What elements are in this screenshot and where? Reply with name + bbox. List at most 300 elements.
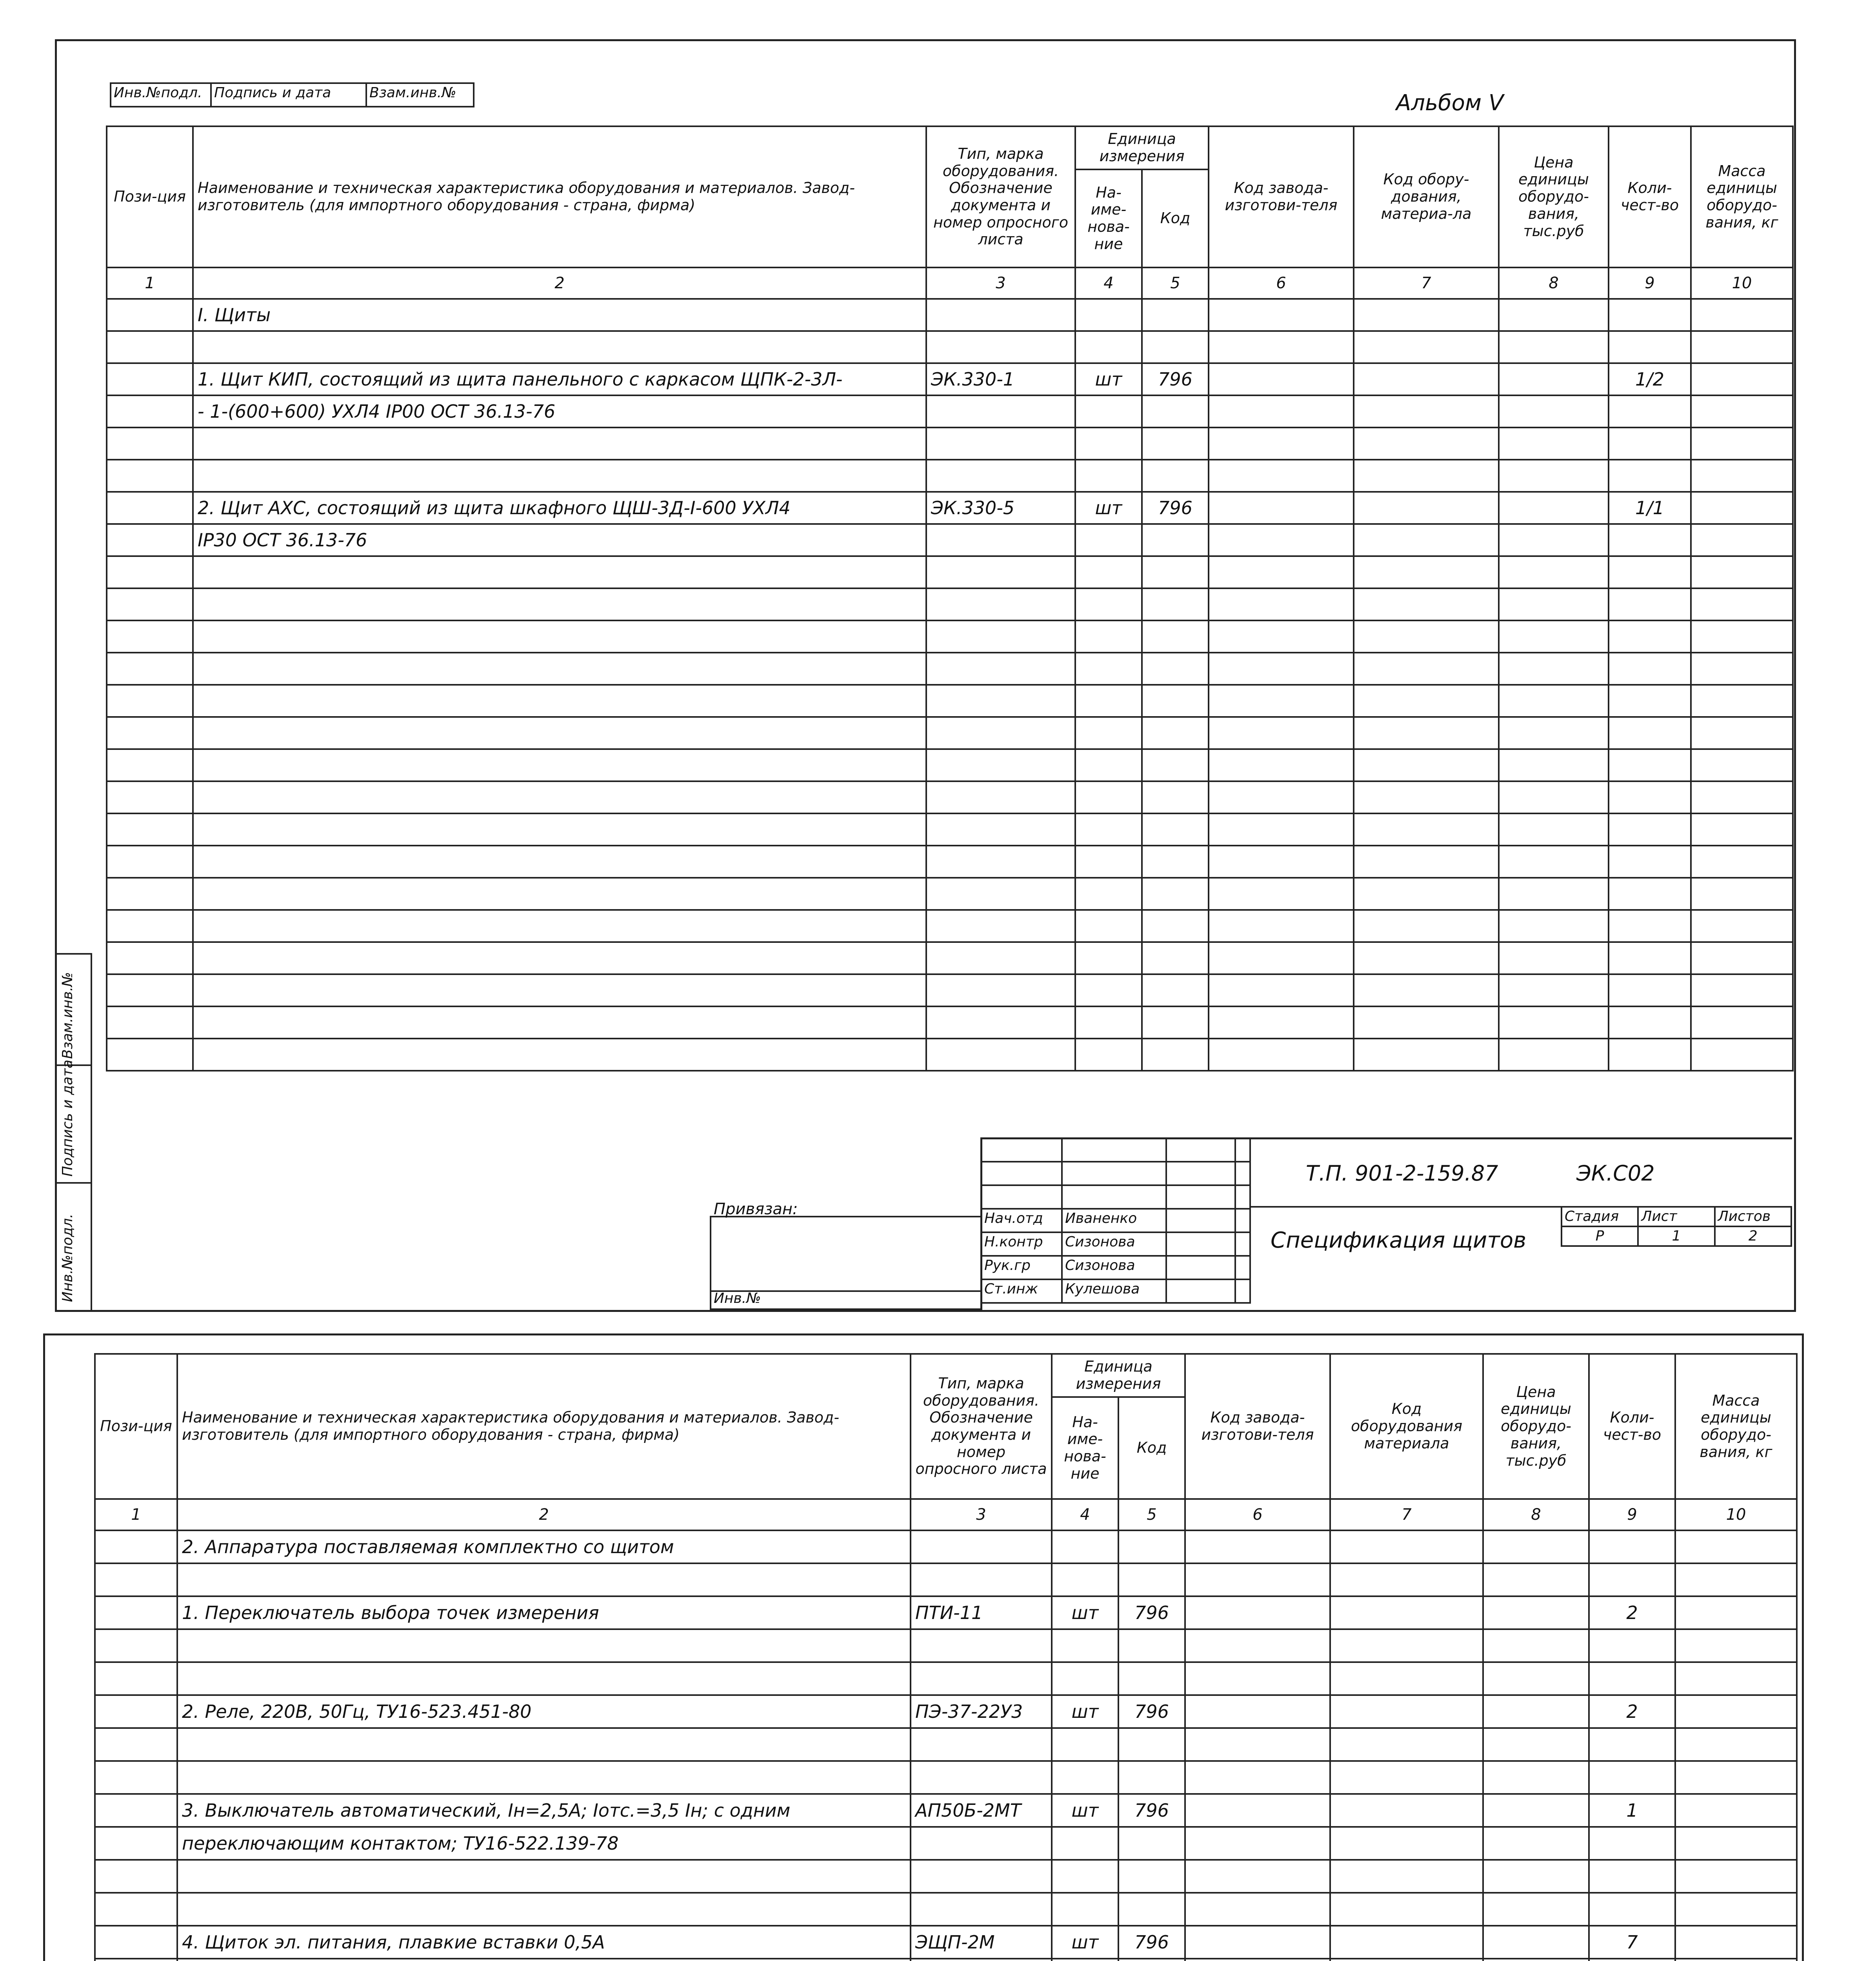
cell-unit: шт — [1075, 363, 1142, 395]
cell-name: 2. Щит АХС, состоящий из щита шкафного ЩШ-3Д-I-600 УХЛ4 — [193, 492, 926, 524]
table-row — [107, 717, 1793, 749]
table-row — [107, 1006, 1793, 1039]
cell-mfr-code — [1209, 331, 1354, 363]
cell-name — [193, 588, 926, 620]
cell-qty — [1609, 717, 1691, 749]
cell-mfr-code — [1185, 1794, 1330, 1827]
cell-name — [193, 846, 926, 878]
table-row — [107, 910, 1793, 942]
sheets-value: 2 — [1715, 1226, 1791, 1246]
cell-equip-code — [1354, 942, 1499, 974]
cell-position — [107, 653, 193, 685]
cell-position — [107, 1006, 193, 1039]
cell-equip-code — [1354, 653, 1499, 685]
cell-mass — [1675, 1926, 1797, 1959]
cell-mass — [1675, 1695, 1797, 1728]
cell-equip-code — [1330, 1596, 1483, 1629]
cell-price — [1483, 1827, 1589, 1860]
cell-type: ПТИ-11 — [911, 1596, 1052, 1629]
cell-mass — [1691, 910, 1793, 942]
role: Н.контр — [981, 1232, 1062, 1256]
cell-name — [193, 1006, 926, 1039]
cell-equip-code — [1330, 1926, 1483, 1959]
cell-equip-code — [1330, 1794, 1483, 1827]
cell-type — [926, 331, 1075, 363]
table-row — [107, 781, 1793, 813]
column-number-row — [95, 1499, 1797, 1530]
top-label-replace: Взам.инв.№ — [366, 83, 474, 107]
cell-mass — [1691, 492, 1793, 524]
cell-mfr-code — [1209, 749, 1354, 781]
cell-name — [177, 1728, 911, 1761]
cell-qty — [1609, 974, 1691, 1006]
cell-type — [926, 427, 1075, 460]
cell-price — [1499, 363, 1609, 395]
cell-mfr-code — [1209, 781, 1354, 813]
table-row — [95, 1761, 1797, 1794]
cell-unit-code — [1142, 299, 1209, 331]
cell-type — [926, 717, 1075, 749]
cell-unit — [1052, 1629, 1118, 1662]
cell-type: ЭК.330-1 — [926, 363, 1075, 395]
cell-unit-code — [1142, 524, 1209, 556]
cell-unit-code: 796 — [1118, 1926, 1185, 1959]
col-num: 9 — [1609, 267, 1691, 299]
cell-type — [911, 1827, 1052, 1860]
cell-position — [107, 942, 193, 974]
cell-unit — [1052, 1728, 1118, 1761]
cell-unit — [1075, 846, 1142, 878]
column-number-row — [107, 267, 1793, 299]
cell-unit — [1052, 1860, 1118, 1893]
cell-unit-code — [1142, 427, 1209, 460]
cell-qty — [1589, 1728, 1675, 1761]
cell-unit-code — [1142, 846, 1209, 878]
cell-price — [1499, 813, 1609, 846]
cell-name — [177, 1563, 911, 1596]
cell-position — [107, 910, 193, 942]
cell-name — [177, 1662, 911, 1695]
cell-unit — [1075, 813, 1142, 846]
cell-price — [1499, 974, 1609, 1006]
cell-qty: 2 — [1589, 1596, 1675, 1629]
cell-mass — [1691, 749, 1793, 781]
cell-equip-code — [1354, 588, 1499, 620]
cell-price — [1499, 846, 1609, 878]
cell-qty — [1609, 620, 1691, 653]
cell-unit — [1052, 1893, 1118, 1926]
cell-position — [107, 974, 193, 1006]
sheet-code-1: ЭК.С02 — [1576, 1161, 1655, 1186]
cell-price — [1499, 524, 1609, 556]
cell-price — [1499, 556, 1609, 588]
header-unit-code: Код — [1118, 1397, 1185, 1499]
table-row — [107, 620, 1793, 653]
table-row — [95, 1860, 1797, 1893]
cell-type — [911, 1662, 1052, 1695]
cell-mass — [1691, 685, 1793, 717]
header-unit-name: На-име-нова-ние — [1052, 1397, 1118, 1499]
table-row — [107, 460, 1793, 492]
table-row — [95, 1596, 1797, 1629]
cell-mass — [1675, 1596, 1797, 1629]
role: Рук.гр — [981, 1256, 1062, 1279]
cell-unit-code — [1142, 653, 1209, 685]
cell-name: 1. Щит КИП, состоящий из щита панельного с каркасом ЩПК-2-3Л- — [193, 363, 926, 395]
cell-qty — [1589, 1662, 1675, 1695]
table-row — [107, 749, 1793, 781]
cell-position — [107, 460, 193, 492]
cell-position — [95, 1794, 177, 1827]
cell-mfr-code — [1185, 1530, 1330, 1563]
cell-qty — [1609, 685, 1691, 717]
cell-qty — [1609, 749, 1691, 781]
table-row — [107, 331, 1793, 363]
table-row — [107, 363, 1793, 395]
cell-name: - 1-(600+600) УХЛ4 IР00 ОСТ 36.13-76 — [193, 395, 926, 427]
cell-unit-code — [1142, 331, 1209, 363]
table-row — [107, 492, 1793, 524]
cell-price — [1499, 460, 1609, 492]
col-num: 1 — [95, 1499, 177, 1530]
cell-equip-code — [1330, 1530, 1483, 1563]
cell-mfr-code — [1209, 395, 1354, 427]
spec-table-2 — [94, 1353, 1798, 1961]
cell-name — [193, 653, 926, 685]
top-label-inv: Инв.№подл. — [111, 83, 211, 107]
cell-unit — [1075, 717, 1142, 749]
cell-equip-code — [1330, 1563, 1483, 1596]
cell-position — [107, 781, 193, 813]
header-qty: Коли-чест-во — [1589, 1354, 1675, 1499]
cell-price — [1499, 653, 1609, 685]
top-label-strip — [110, 82, 474, 107]
cell-mfr-code — [1209, 813, 1354, 846]
cell-name — [193, 331, 926, 363]
cell-name — [193, 717, 926, 749]
cell-price — [1499, 685, 1609, 717]
cell-position — [107, 331, 193, 363]
cell-qty — [1609, 653, 1691, 685]
table-row — [107, 395, 1793, 427]
cell-unit-code — [1142, 460, 1209, 492]
side-label-sign-1: Подпись и дата — [60, 1059, 76, 1177]
cell-mfr-code — [1209, 878, 1354, 910]
cell-position — [95, 1563, 177, 1596]
table-row — [107, 1039, 1793, 1071]
cell-unit — [1075, 942, 1142, 974]
cell-type — [926, 1006, 1075, 1039]
cell-unit — [1075, 653, 1142, 685]
cell-name — [193, 974, 926, 1006]
cell-price — [1499, 749, 1609, 781]
cell-qty — [1609, 427, 1691, 460]
cell-mass — [1691, 588, 1793, 620]
cell-name — [177, 1959, 911, 1961]
cell-price — [1499, 878, 1609, 910]
cell-unit: шт — [1052, 1794, 1118, 1827]
table-row — [107, 878, 1793, 910]
cell-equip-code — [1354, 974, 1499, 1006]
cell-price — [1499, 620, 1609, 653]
person-name: Кулешова — [1062, 1279, 1166, 1303]
cell-name: 3. Выключатель автоматический, Iн=2,5А; Iотс.=3,5 Iн; с одним — [177, 1794, 911, 1827]
cell-equip-code — [1354, 620, 1499, 653]
cell-mfr-code — [1185, 1563, 1330, 1596]
cell-mfr-code — [1209, 685, 1354, 717]
header-name: Наименование и техническая характеристика оборудования и материалов. Завод-изготовитель (для импортного оборудования - страна, фирма) — [193, 126, 926, 267]
col-num: 1 — [107, 267, 193, 299]
cell-unit — [1075, 781, 1142, 813]
cell-type — [911, 1893, 1052, 1926]
cell-mfr-code — [1209, 363, 1354, 395]
table-row — [107, 813, 1793, 846]
cell-equip-code — [1354, 1006, 1499, 1039]
cell-qty: 7 — [1589, 1926, 1675, 1959]
cell-price — [1499, 717, 1609, 749]
header-equip-code: Код оборудования материала — [1330, 1354, 1483, 1499]
cell-name: 2. Аппаратура поставляемая комплектно со щитом — [177, 1530, 911, 1563]
cell-mfr-code — [1209, 620, 1354, 653]
cell-position — [95, 1860, 177, 1893]
header-price: Цена единицы оборудо-вания, тыс.руб — [1483, 1354, 1589, 1499]
cell-qty — [1589, 1563, 1675, 1596]
cell-unit-code — [1142, 1006, 1209, 1039]
cell-qty: 1/2 — [1609, 363, 1691, 395]
cell-position — [107, 524, 193, 556]
cell-mfr-code — [1209, 588, 1354, 620]
cell-equip-code — [1330, 1728, 1483, 1761]
cell-qty — [1609, 910, 1691, 942]
cell-unit — [1075, 588, 1142, 620]
cell-type: ЭК.330-5 — [926, 492, 1075, 524]
cell-position — [95, 1761, 177, 1794]
role: Нач.отд — [981, 1209, 1062, 1232]
header-position: Пози-ция — [107, 126, 193, 267]
table-row — [95, 1827, 1797, 1860]
cell-equip-code — [1354, 395, 1499, 427]
cell-mfr-code — [1209, 846, 1354, 878]
cell-unit-code — [1142, 556, 1209, 588]
header-unit: Единица измерения — [1075, 126, 1209, 169]
cell-mfr-code — [1209, 653, 1354, 685]
col-num: 6 — [1209, 267, 1354, 299]
header-name: Наименование и техническая характеристика оборудования и материалов. Завод-изготовитель (для импортного оборудования - страна, фирма) — [177, 1354, 911, 1499]
cell-mass — [1675, 1761, 1797, 1794]
cell-price — [1499, 331, 1609, 363]
cell-mfr-code — [1185, 1860, 1330, 1893]
binding-inv-1: Инв.№ — [714, 1290, 761, 1306]
cell-mfr-code — [1185, 1629, 1330, 1662]
cell-position — [107, 878, 193, 910]
cell-price — [1483, 1893, 1589, 1926]
col-num: 7 — [1330, 1499, 1483, 1530]
cell-equip-code — [1354, 781, 1499, 813]
stage-table-1 — [1561, 1206, 1792, 1247]
cell-unit-code — [1118, 1728, 1185, 1761]
cell-position — [95, 1926, 177, 1959]
header-mfr-code: Код завода-изготови-теля — [1185, 1354, 1330, 1499]
cell-mass — [1691, 942, 1793, 974]
cell-unit — [1075, 1039, 1142, 1071]
cell-equip-code — [1354, 460, 1499, 492]
col-num: 8 — [1499, 267, 1609, 299]
cell-unit-code — [1142, 749, 1209, 781]
cell-unit — [1075, 1006, 1142, 1039]
cell-price — [1483, 1596, 1589, 1629]
col-num: 7 — [1354, 267, 1499, 299]
cell-mass — [1675, 1728, 1797, 1761]
cell-price — [1483, 1563, 1589, 1596]
cell-unit — [1075, 524, 1142, 556]
cell-qty — [1589, 1959, 1675, 1961]
cell-unit: шт — [1075, 492, 1142, 524]
cell-unit-code — [1142, 942, 1209, 974]
col-num: 2 — [193, 267, 926, 299]
cell-unit: шт — [1052, 1926, 1118, 1959]
spec-table-1-body — [107, 299, 1793, 1071]
cell-price — [1483, 1761, 1589, 1794]
cell-price — [1483, 1959, 1589, 1961]
cell-price — [1499, 395, 1609, 427]
cell-unit-code — [1142, 878, 1209, 910]
cell-type — [911, 1959, 1052, 1961]
sheet-value: 1 — [1638, 1226, 1714, 1246]
cell-mass — [1691, 395, 1793, 427]
header-type: Тип, марка оборудования. Обозначение документа и номер опросного листа — [911, 1354, 1052, 1499]
col-num: 9 — [1589, 1499, 1675, 1530]
cell-equip-code — [1330, 1629, 1483, 1662]
cell-type — [926, 846, 1075, 878]
col-num: 10 — [1675, 1499, 1797, 1530]
cell-unit-code — [1118, 1563, 1185, 1596]
cell-qty — [1609, 395, 1691, 427]
cell-equip-code — [1330, 1860, 1483, 1893]
cell-mfr-code — [1185, 1893, 1330, 1926]
header-mass: Масса единицы оборудо-вания, кг — [1675, 1354, 1797, 1499]
cell-qty — [1609, 299, 1691, 331]
cell-position — [95, 1662, 177, 1695]
cell-mass — [1691, 460, 1793, 492]
cell-position — [95, 1629, 177, 1662]
cell-qty — [1589, 1860, 1675, 1893]
cell-type — [911, 1761, 1052, 1794]
cell-name — [193, 749, 926, 781]
cell-position — [95, 1728, 177, 1761]
cell-type: АП50Б-2МТ — [911, 1794, 1052, 1827]
cell-mass — [1691, 974, 1793, 1006]
cell-position — [107, 492, 193, 524]
cell-unit — [1052, 1827, 1118, 1860]
cell-mfr-code — [1209, 556, 1354, 588]
cell-unit — [1075, 620, 1142, 653]
table-row — [95, 1893, 1797, 1926]
cell-unit-code — [1118, 1860, 1185, 1893]
cell-unit-code — [1118, 1761, 1185, 1794]
cell-mfr-code — [1185, 1761, 1330, 1794]
cell-unit-code — [1142, 974, 1209, 1006]
cell-mfr-code — [1209, 299, 1354, 331]
cell-mfr-code — [1185, 1959, 1330, 1961]
col-num: 8 — [1483, 1499, 1589, 1530]
cell-name — [193, 878, 926, 910]
header-qty: Коли-чест-во — [1609, 126, 1691, 267]
cell-qty: 2 — [1589, 1695, 1675, 1728]
cell-type — [926, 1039, 1075, 1071]
cell-name — [193, 556, 926, 588]
top-label-sign: Подпись и дата — [211, 83, 366, 107]
header-unit-name: На-име-нова-ние — [1075, 169, 1142, 267]
cell-price — [1483, 1728, 1589, 1761]
cell-mfr-code — [1209, 942, 1354, 974]
cell-mass — [1691, 653, 1793, 685]
col-num: 4 — [1075, 267, 1142, 299]
cell-type — [911, 1728, 1052, 1761]
cell-type — [926, 813, 1075, 846]
cell-price — [1483, 1629, 1589, 1662]
cell-price — [1499, 299, 1609, 331]
cell-mass — [1691, 1039, 1793, 1071]
cell-mass — [1675, 1893, 1797, 1926]
cell-unit-code — [1118, 1893, 1185, 1926]
cell-price — [1499, 910, 1609, 942]
cell-mass — [1691, 1006, 1793, 1039]
cell-mfr-code — [1185, 1926, 1330, 1959]
cell-name: 2. Реле, 220В, 50Гц, ТУ16-523.451-80 — [177, 1695, 911, 1728]
cell-mass — [1675, 1860, 1797, 1893]
stage-label: Стадия — [1562, 1207, 1638, 1226]
cell-mfr-code — [1209, 460, 1354, 492]
header-price: Цена единицы оборудо-вания, тыс.руб — [1499, 126, 1609, 267]
col-num: 5 — [1118, 1499, 1185, 1530]
cell-price — [1499, 1039, 1609, 1071]
cell-type — [911, 1563, 1052, 1596]
cell-unit-code: 796 — [1142, 492, 1209, 524]
cell-name — [177, 1629, 911, 1662]
cell-qty — [1589, 1629, 1675, 1662]
cell-qty — [1609, 524, 1691, 556]
cell-position — [95, 1959, 177, 1961]
cell-position — [107, 299, 193, 331]
cell-unit — [1075, 974, 1142, 1006]
cell-equip-code — [1354, 813, 1499, 846]
header-unit: Единица измерения — [1052, 1354, 1185, 1397]
cell-position — [95, 1530, 177, 1563]
cell-unit — [1052, 1761, 1118, 1794]
cell-position — [107, 620, 193, 653]
table-row — [107, 588, 1793, 620]
person-name: Сизонова — [1062, 1256, 1166, 1279]
cell-unit — [1075, 556, 1142, 588]
col-num: 3 — [911, 1499, 1052, 1530]
cell-mfr-code — [1185, 1662, 1330, 1695]
cell-qty — [1609, 1039, 1691, 1071]
person-name: Сизонова — [1062, 1232, 1166, 1256]
cell-mfr-code — [1209, 1039, 1354, 1071]
table-row — [95, 1563, 1797, 1596]
cell-mass — [1691, 299, 1793, 331]
cell-equip-code — [1354, 717, 1499, 749]
cell-name: 4. Щиток эл. питания, плавкие вставки 0,5А — [177, 1926, 911, 1959]
cell-name — [193, 1039, 926, 1071]
cell-qty — [1609, 846, 1691, 878]
cell-unit-code — [1142, 620, 1209, 653]
cell-qty — [1609, 813, 1691, 846]
table-row — [107, 846, 1793, 878]
cell-mass — [1675, 1959, 1797, 1961]
table-row — [107, 942, 1793, 974]
cell-price — [1483, 1926, 1589, 1959]
